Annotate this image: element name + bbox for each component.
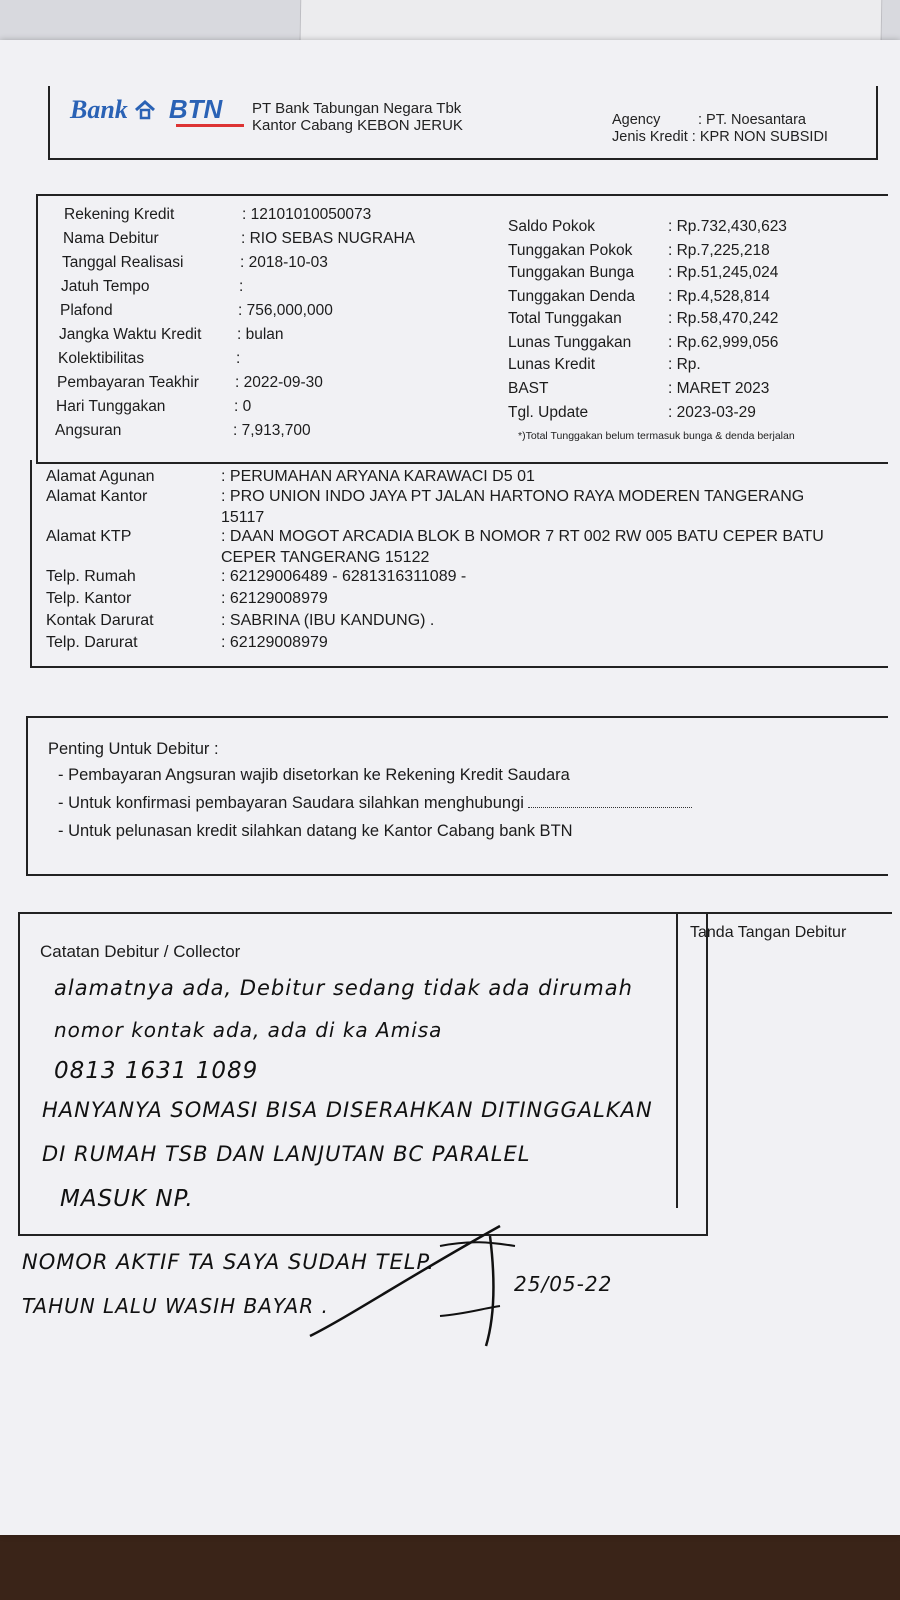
- handwritten-note: DI RUMAH TSB DAN LANJUTAN BC PARALEL: [42, 1142, 531, 1166]
- field-value: : Rp.: [668, 356, 701, 373]
- field-value: : Rp.51,245,024: [668, 264, 779, 281]
- bank-name: PT Bank Tabungan Negara Tbk Kantor Cabang KEBON JERUK: [252, 100, 463, 134]
- handwritten-note: 0813 1631 1089: [54, 1058, 259, 1084]
- notice-item: - Pembayaran Angsuran wajib disetorkan ke Rekening Kredit Saudara: [58, 766, 570, 784]
- field-value: : 2023-03-29: [668, 404, 756, 421]
- loan-field-row: [58, 350, 240, 368]
- field-label: Angsuran: [55, 422, 122, 439]
- notice-title: Penting Untuk Debitur :: [48, 740, 219, 758]
- field-label: BAST: [508, 380, 549, 397]
- field-label: Jangka Waktu Kredit: [59, 326, 202, 343]
- signature-box: [676, 912, 892, 1208]
- balance-field-row: [508, 310, 778, 328]
- handwritten-note: nomor kontak ada, ada di ka Amisa: [54, 1018, 443, 1042]
- field-label: Nama Debitur: [63, 230, 159, 247]
- balance-field-row: [508, 264, 778, 282]
- field-value: : 62129008979: [221, 590, 328, 607]
- field-value: : 2022-09-30: [235, 374, 323, 391]
- balance-field-row: [508, 334, 778, 352]
- document-header: [48, 86, 878, 160]
- address-row: [46, 610, 841, 631]
- signature-scribble-icon: [290, 1216, 530, 1356]
- loan-field-row: [62, 254, 328, 272]
- field-label: Tunggakan Denda: [508, 288, 635, 305]
- loan-field-row: [56, 398, 251, 416]
- address-box: [30, 460, 888, 668]
- notice-item: - Untuk konfirmasi pembayaran Saudara silahkan menghubungi: [58, 794, 692, 813]
- field-value: :: [239, 278, 244, 295]
- field-value: : PERUMAHAN ARYANA KARAWACI D5 01: [221, 468, 535, 485]
- field-label: Telp. Kantor: [46, 590, 132, 607]
- balance-field-row: [508, 288, 770, 306]
- field-value: : Rp.4,528,814: [668, 288, 770, 305]
- balance-field-row: [508, 242, 770, 260]
- field-value: : DAAN MOGOT ARCADIA BLOK B NOMOR 7 RT 002 RW 005 BATU CEPER BATU CEPER TANGERANG 15122: [221, 528, 824, 566]
- field-label: Alamat Kantor: [46, 488, 148, 505]
- field-label: Kontak Darurat: [46, 612, 154, 629]
- field-value: : RIO SEBAS NUGRAHA: [241, 230, 415, 247]
- address-row: [46, 466, 841, 487]
- field-value: : PRO UNION INDO JAYA PT JALAN HARTONO RAYA MODEREN TANGERANG 15117: [221, 488, 805, 526]
- balance-field-row: [508, 356, 701, 374]
- field-value: : Rp.732,430,623: [668, 218, 787, 235]
- loan-field-row: [55, 422, 311, 440]
- loan-field-row: [61, 278, 243, 296]
- field-value: : Rp.58,470,242: [668, 310, 779, 327]
- balance-field-row: [508, 218, 787, 236]
- handwritten-note: TAHUN LALU WASIH BAYAR .: [22, 1294, 329, 1318]
- balance-field-row: [508, 380, 769, 398]
- handwritten-note: NOMOR AKTIF TA SAYA SUDAH TELP.: [22, 1250, 435, 1274]
- loan-field-row: [57, 374, 323, 392]
- field-label: Jatuh Tempo: [61, 278, 150, 295]
- field-value: : 756,000,000: [238, 302, 333, 319]
- balance-field-row: [508, 404, 756, 422]
- field-label: Kolektibilitas: [58, 350, 145, 367]
- address-row: [46, 566, 841, 587]
- field-label: Alamat Agunan: [46, 468, 155, 485]
- logo-underline: [176, 124, 244, 127]
- field-label: Tgl. Update: [508, 404, 589, 421]
- field-label: Saldo Pokok: [508, 218, 596, 235]
- house-icon: [134, 99, 156, 121]
- btn-logo: Bank BTN: [70, 94, 223, 124]
- loan-note: *)Total Tunggakan belum termasuk bunga & denda berjalan: [518, 430, 795, 442]
- loan-field-row: [64, 206, 371, 224]
- handwritten-note: MASUK NP.: [60, 1186, 194, 1212]
- address-row: [46, 526, 841, 568]
- loan-field-row: [63, 230, 415, 248]
- field-value: : MARET 2023: [668, 380, 770, 397]
- field-label: Telp. Rumah: [46, 568, 136, 585]
- field-label: Hari Tunggakan: [56, 398, 166, 415]
- signature-label: Tanda Tangan Debitur: [690, 924, 847, 941]
- address-row: [46, 588, 841, 609]
- address-row: [46, 486, 841, 528]
- field-label: Rekening Kredit: [64, 206, 175, 223]
- field-label: Pembayaran Teakhir: [57, 374, 199, 391]
- loan-field-row: [60, 302, 333, 320]
- field-value: : bulan: [237, 326, 284, 343]
- field-value: :: [236, 350, 241, 367]
- field-value: : Rp.62,999,056: [668, 334, 779, 351]
- handwritten-note: alamatnya ada, Debitur sedang tidak ada dirumah: [54, 976, 633, 1000]
- field-label: Tanggal Realisasi: [62, 254, 184, 271]
- field-value: : 12101010050073: [242, 206, 372, 223]
- field-label: Plafond: [60, 302, 113, 319]
- loan-details-box: [36, 194, 888, 464]
- field-value: : 2018-10-03: [240, 254, 328, 271]
- field-label: Lunas Tunggakan: [508, 334, 632, 351]
- field-value: : SABRINA (IBU KANDUNG) .: [221, 612, 435, 629]
- field-label: Total Tunggakan: [508, 310, 622, 327]
- handwritten-note: HANYANYA SOMASI BISA DISERAHKAN DITINGGALKAN: [42, 1098, 653, 1122]
- important-notice-box: [26, 716, 888, 876]
- field-label: Alamat KTP: [46, 528, 132, 545]
- notice-item: - Untuk pelunasan kredit silahkan datang ke Kantor Cabang bank BTN: [58, 822, 573, 840]
- field-value: : 0: [234, 398, 252, 415]
- notes-title: Catatan Debitur / Collector: [40, 942, 241, 961]
- address-row: [46, 632, 841, 653]
- field-label: Lunas Kredit: [508, 356, 596, 373]
- field-label: Telp. Darurat: [46, 634, 138, 651]
- field-value: : 62129008979: [221, 634, 328, 651]
- loan-field-row: [59, 326, 284, 344]
- field-label: Tunggakan Bunga: [508, 264, 635, 281]
- field-value: : Rp.7,225,218: [668, 242, 770, 259]
- agency-info: Agency : PT. Noesantara Jenis Kredit : KPR NON SUBSIDI: [612, 112, 828, 145]
- field-label: Tunggakan Pokok: [508, 242, 633, 259]
- handwritten-date: 25/05-22: [514, 1272, 613, 1296]
- field-value: : 62129006489 - 6281316311089 -: [221, 568, 467, 585]
- field-value: : 7,913,700: [233, 422, 311, 439]
